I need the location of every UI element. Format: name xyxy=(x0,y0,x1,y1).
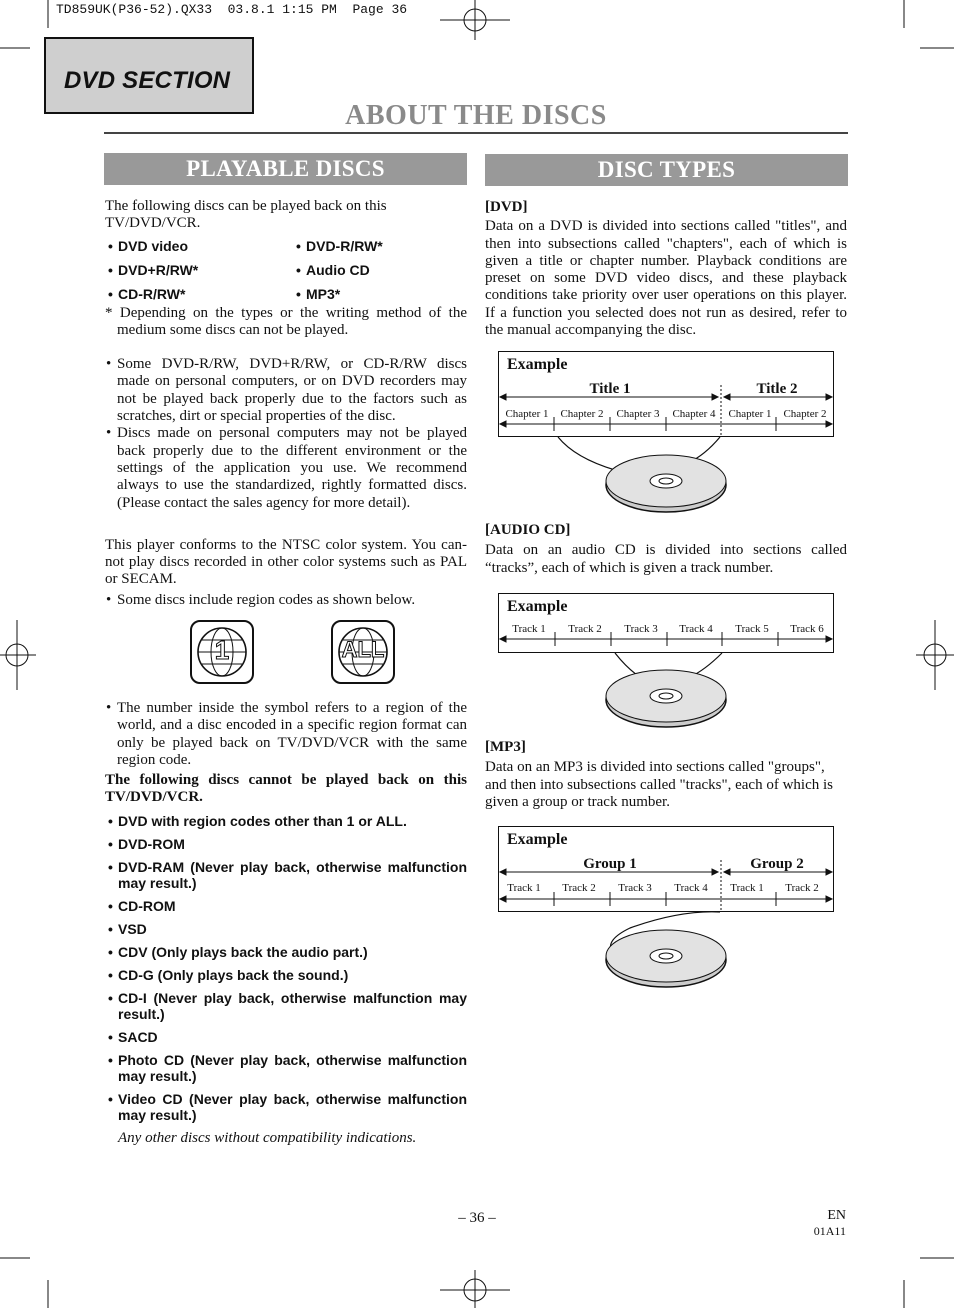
segment-label: Chapter 3 xyxy=(616,408,660,420)
non-playable-item: • CD-ROM xyxy=(105,898,467,914)
example-label: Example xyxy=(507,831,568,848)
group-label: Title 1 xyxy=(589,381,631,397)
section-tab-label: DVD SECTION xyxy=(64,67,231,94)
cannot-play-heading: The following discs cannot be played back on this TV/DVD/VCR. xyxy=(105,772,467,806)
non-playable-item: • SACD xyxy=(105,1029,467,1045)
segment-label: Chapter 2 xyxy=(560,408,604,420)
ntsc-text: This player conforms to the NTSC color system. You can-not play discs recorded in other color systems such as PAL or SECAM. xyxy=(105,536,467,588)
example-label: Example xyxy=(507,598,568,615)
segment-label: Track 6 xyxy=(790,623,824,635)
asterisk-note: * Depending on the types or the writing method of the medium some discs can not be played. xyxy=(105,304,467,338)
region-intro: • Some discs include region codes as shown below. xyxy=(105,592,467,609)
format-item: • Audio CD xyxy=(293,262,463,278)
region-explain: • The number inside the symbol refers to a region of the world, and a disc encoded in a specific region format can only be played back on TV/DVD/VCR with the same region code. xyxy=(105,700,467,769)
page-title: ABOUT THE DISCS xyxy=(345,100,607,131)
audio-cd-label: [AUDIO CD] xyxy=(485,522,571,538)
example-label: Example xyxy=(507,356,568,373)
dvd-text: Data on a DVD is divided into sections called "titles", and then into subsections called "chapters", each of which is given a title or chapter number. Playback conditions are preset on some DVD video discs, and these playback conditions take priority over user operations on this player. If a function you selected does not run as desired, refer to the manual accompanying the disc. xyxy=(485,218,847,339)
non-playable-item: • CD-I (Never play back, otherwise malfunction may result.) xyxy=(105,990,467,1022)
region-code-label: ALL xyxy=(341,637,385,662)
segment-label: Track 2 xyxy=(568,623,602,635)
format-item: • CD-R/RW* xyxy=(105,286,293,302)
segment-label: Chapter 1 xyxy=(728,408,772,420)
non-playable-item: • VSD xyxy=(105,921,467,937)
format-item: • DVD video xyxy=(105,238,293,254)
non-playable-item: • CDV (Only plays back the audio part.) xyxy=(105,944,467,960)
non-playable-item: • Video CD (Never play back, otherwise malfunction may result.) xyxy=(105,1091,467,1123)
segment-label: Track 1 xyxy=(507,882,541,894)
segment-label: Track 4 xyxy=(674,882,708,894)
segment-label: Chapter 4 xyxy=(672,408,716,420)
print-header: TD859UK(P36-52).QX33 03.8.1 1:15 PM Page 36 xyxy=(56,2,408,17)
segment-label: Chapter 2 xyxy=(783,408,827,420)
format-item: • DVD-R/RW* xyxy=(293,238,463,254)
segment-label: Track 1 xyxy=(512,623,546,635)
playable-discs-heading: PLAYABLE DISCS xyxy=(104,153,467,185)
closing-note: Any other discs without compatibility indications. xyxy=(118,1129,417,1146)
format-item: • MP3* xyxy=(293,286,463,302)
disc-types-heading: DISC TYPES xyxy=(485,154,848,186)
segment-label: Chapter 1 xyxy=(505,408,549,420)
non-playable-item: • Photo CD (Never play back, otherwise malfunction may result.) xyxy=(105,1052,467,1084)
group-label: Group 1 xyxy=(583,856,637,872)
segment-label: Track 3 xyxy=(624,623,658,635)
note-item: • Some DVD-R/RW, DVD+R/RW, or CD-R/RW discs made on personal computers, or on DVD recorders may not be played back properly due to the factors such as scratches, dirt or special properties of the disc. xyxy=(105,356,467,425)
non-playable-item: • CD-G (Only plays back the sound.) xyxy=(105,967,467,983)
non-playable-item: • DVD-RAM (Never play back, otherwise malfunction may result.) xyxy=(105,859,467,891)
format-item: • DVD+R/RW* xyxy=(105,262,293,278)
non-playable-item: • DVD-ROM xyxy=(105,836,467,852)
playable-intro: The following discs can be played back on this TV/DVD/VCR. xyxy=(105,198,387,232)
region-code-label: 1 xyxy=(214,635,230,665)
segment-label: Track 1 xyxy=(730,882,764,894)
segment-label: Track 5 xyxy=(735,623,769,635)
non-playable-item: • DVD with region codes other than 1 or ALL. xyxy=(105,813,467,829)
audio-cd-text: Data on an audio CD is divided into sections called “tracks”, each of which is given a track number. xyxy=(485,542,847,576)
mp3-text: Data on an MP3 is divided into sections called "groups", and then into subsections called "tracks", each of which is given a group or track number. xyxy=(485,759,833,810)
document-code: 01A11 xyxy=(813,1224,846,1238)
group-label: Group 2 xyxy=(750,856,804,872)
segment-label: Track 2 xyxy=(562,882,596,894)
segment-label: Track 4 xyxy=(679,623,713,635)
group-label: Title 2 xyxy=(756,381,798,397)
segment-label: Track 2 xyxy=(785,882,819,894)
dvd-label: [DVD] xyxy=(485,199,528,215)
note-item: • Discs made on personal computers may not be played back properly due to the different environment or the settings of the application you use. We recommend always to use the standardized, rightly formatted discs. (Please contact the sales agency for more detail). xyxy=(105,425,467,511)
page-number: – 36 – xyxy=(458,1210,496,1226)
language-code: EN xyxy=(827,1208,846,1223)
segment-label: Track 3 xyxy=(618,882,652,894)
mp3-label: [MP3] xyxy=(485,739,526,755)
